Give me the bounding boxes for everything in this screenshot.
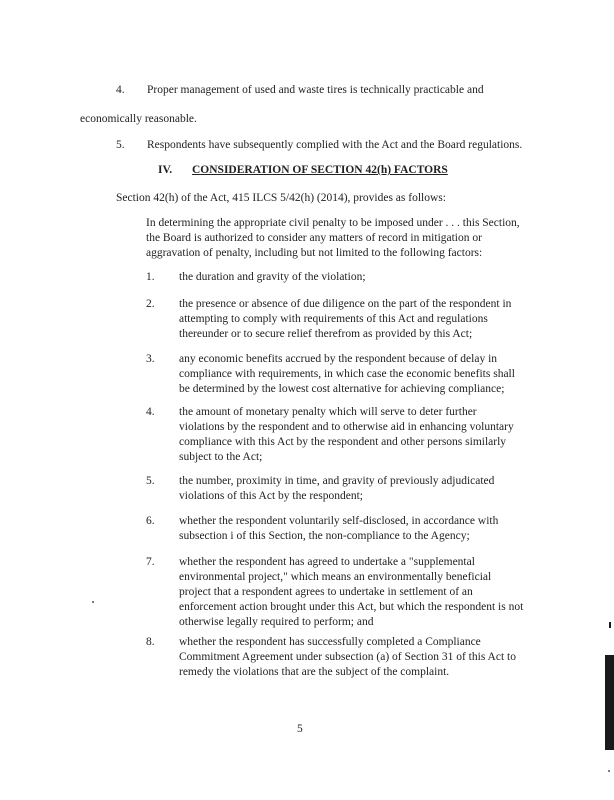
factor-4-text: the amount of monetary penalty which will serve to deter further violations by the respondent and to otherwise aid in enhancing voluntary compliance with this Act by the respondent and other persons similarly subject to the Act; — [179, 406, 514, 463]
factor-7-number: 7. — [146, 556, 155, 568]
section-heading-number: IV. — [158, 164, 173, 176]
paragraph-5-text: Respondents have subsequently complied with the Act and the Board regulations. — [147, 139, 523, 151]
factor-5-number: 5. — [146, 475, 155, 487]
page-number: 5 — [297, 723, 303, 735]
factor-8-text: whether the respondent has successfully completed a Compliance Commitment Agreement under subsection (a) of Section 31 of this Act to remedy the violations that are the subject of the complaint. — [179, 636, 516, 678]
factor-1-text: the duration and gravity of the violation; — [179, 271, 366, 283]
factor-2-number: 2. — [146, 298, 155, 310]
factor-6-number: 6. — [146, 515, 155, 527]
factor-3-number: 3. — [146, 353, 155, 365]
factor-5-text: the number, proximity in time, and gravity of previously adjudicated violations of this Act by the respondent; — [179, 475, 495, 502]
section-heading-title: CONSIDERATION OF SECTION 42(h) FACTORS — [192, 164, 448, 176]
factor-8-number: 8. — [146, 636, 155, 648]
factor-2-text: the presence or absence of due diligence on the part of the respondent in attempting to comply with requirements of this Act and regulations thereunder or to secure relief therefrom as provided by this Act; — [179, 298, 512, 340]
paragraph-4-number: 4. — [116, 84, 125, 96]
paragraph-4-line-1: Proper management of used and waste tires is technically practicable and — [147, 84, 484, 96]
factor-3-text: any economic benefits accrued by the respondent because of delay in compliance with requirements, in which case the economic benefits shall be determined by the lowest cost alternative for achieving compliance; — [179, 353, 515, 395]
scan-edge-mark — [605, 655, 614, 750]
intro-line: Section 42(h) of the Act, 415 ILCS 5/42(h) (2014), provides as follows: — [116, 192, 446, 204]
scan-edge-tick — [609, 622, 611, 628]
factor-1-number: 1. — [146, 271, 155, 283]
factor-7-text: whether the respondent has agreed to undertake a "supplemental environmental project," which means an environmentally beneficial project that a respondent agrees to undertake in settlement of an enforcement action brought under this Act, but which the respondent is not otherwise legally required to perform; and — [179, 556, 524, 628]
scan-speck — [608, 770, 610, 772]
paragraph-4-line-2: economically reasonable. — [80, 113, 197, 125]
quote-intro: In determining the appropriate civil penalty to be imposed under . . . this Section, the Board is authorized to consider any matters of record in mitigation or aggravation of penalty, including but not limited to the following factors: — [146, 217, 520, 259]
scan-speck — [92, 601, 94, 603]
paragraph-5-number: 5. — [116, 139, 125, 151]
factor-4-number: 4. — [146, 406, 155, 418]
section-heading — [158, 163, 448, 178]
factor-6-text: whether the respondent voluntarily self-disclosed, in accordance with subsection i of this Section, the non-compliance to the Agency; — [179, 515, 499, 542]
